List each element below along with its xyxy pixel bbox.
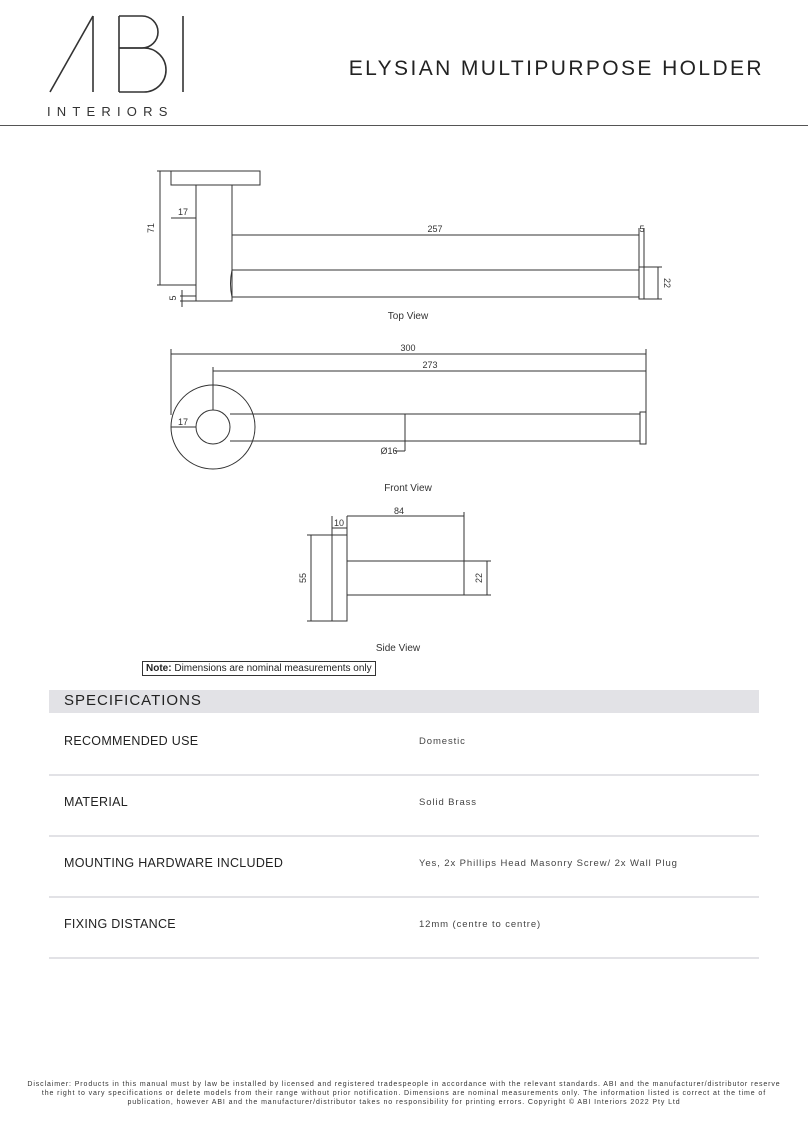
note-text: Dimensions are nominal measurements only (174, 663, 372, 674)
brand-subtitle: INTERIORS (47, 104, 174, 119)
dim-top-offset: 17 (177, 207, 189, 217)
spec-row (49, 774, 759, 837)
spec-value: Solid Brass (419, 797, 477, 808)
spec-row (49, 835, 759, 898)
spec-label: RECOMMENDED USE (64, 734, 199, 748)
dim-front-length: 273 (422, 360, 438, 370)
dim-front-diameter: Ø16 (380, 446, 398, 456)
dim-front-overall: 300 (400, 343, 416, 353)
dim-side-depth: 84 (393, 506, 405, 516)
disclaimer: Disclaimer: Products in this manual must by law be installed by licensed and registered tradespeople in accordance with the relevant standards. ABI and the manufacturer/distributor reserve the right to vary specifications or delete models from their range without prior notification. Dimensions are nominal measurements only. The information listed is correct at the time of publication, however ABI and the manufacturer/distributor takes no responsibility for printing errors. Copyright © ABI Interiors 2022 Pty Ltd (27, 1081, 781, 1106)
spec-value: Domestic (419, 736, 466, 747)
spec-row (49, 896, 759, 959)
front-view (171, 349, 646, 469)
spec-row (49, 713, 759, 776)
dim-top-base: 5 (168, 295, 178, 301)
dim-side-bar: 22 (474, 572, 484, 584)
dimensions-note (142, 661, 376, 676)
dim-top-length: 257 (427, 224, 443, 234)
caption-top-view: Top View (387, 311, 429, 322)
spec-label: MATERIAL (64, 795, 128, 809)
dim-front-offset: 17 (177, 417, 189, 427)
technical-drawing (0, 130, 808, 690)
dim-side-plate: 10 (333, 518, 345, 528)
dim-top-height: 71 (146, 222, 156, 234)
caption-side-view: Side View (375, 643, 421, 654)
spec-value: Yes, 2x Phillips Head Masonry Screw/ 2x Wall Plug (419, 858, 678, 869)
document-title: ELYSIAN MULTIPURPOSE HOLDER (348, 57, 764, 80)
dim-side-height: 55 (298, 572, 308, 584)
header-divider (0, 125, 808, 126)
top-view (157, 171, 662, 307)
caption-front-view: Front View (384, 483, 432, 494)
spec-value: 12mm (centre to centre) (419, 919, 542, 930)
specifications-heading: SPECIFICATIONS (64, 692, 202, 709)
spec-label: MOUNTING HARDWARE INCLUDED (64, 856, 284, 870)
dim-top-end: 5 (639, 224, 645, 234)
side-view (307, 512, 491, 621)
spec-label: FIXING DISTANCE (64, 917, 176, 931)
specifications-header (49, 690, 759, 713)
dim-top-bar: 22 (662, 277, 672, 289)
note-label: Note: (146, 663, 172, 674)
